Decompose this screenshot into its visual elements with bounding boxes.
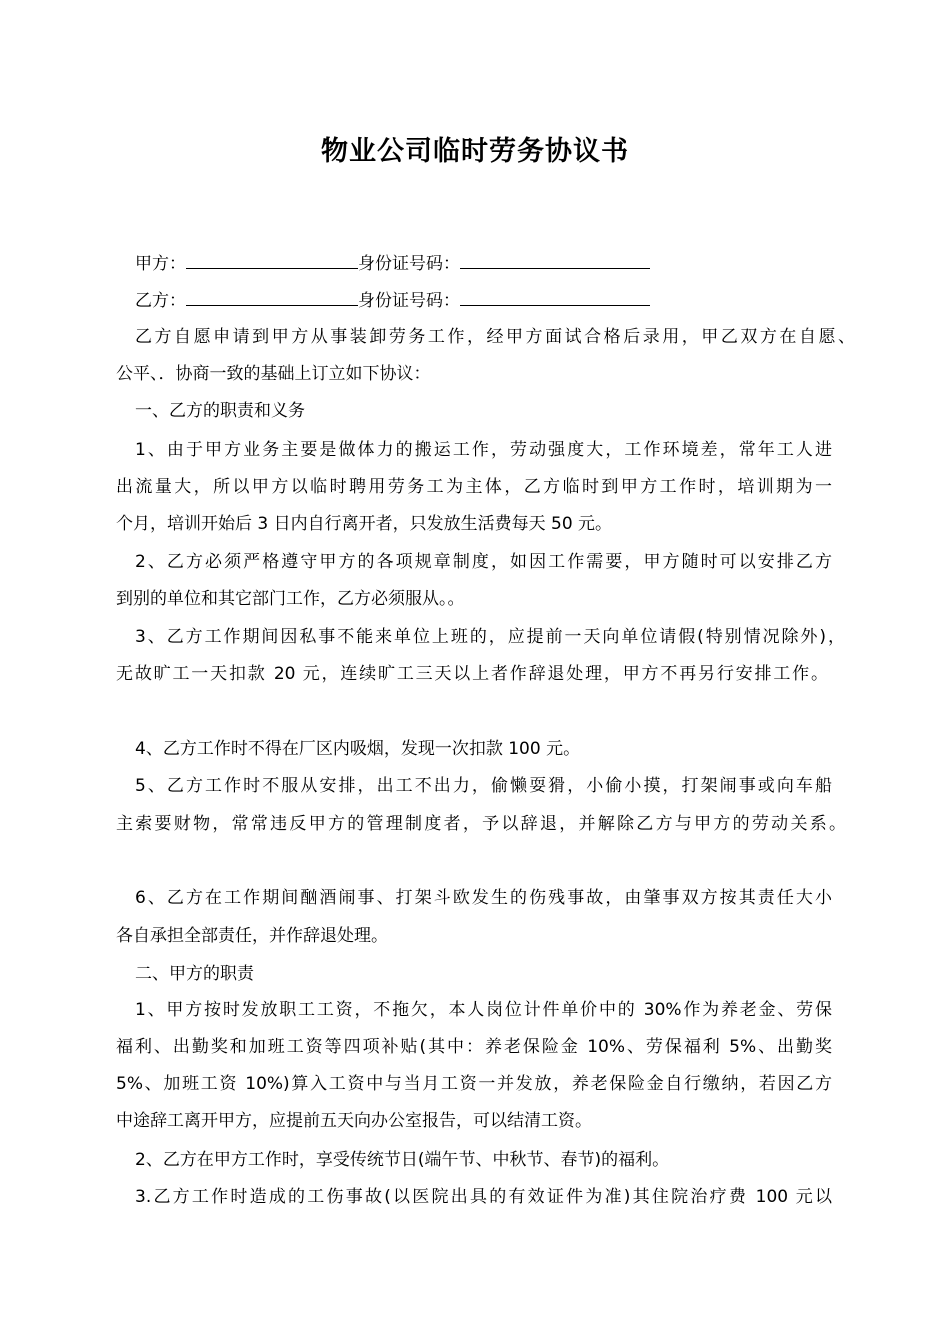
section-1-heading: 一、乙方的职责和义务 (135, 401, 305, 421)
intro-line-2: 公平、．协商一致的基础上订立如下协议： (116, 364, 431, 384)
party-b-id-label: 身份证号码： (358, 291, 460, 311)
party-a-id-label: 身份证号码： (358, 254, 460, 274)
s1-item6-line-1: 6、乙方在工作期间酗酒闹事、打架斗欧发生的伤残事故，由肇事双方按其责任大小 (135, 888, 832, 908)
s2-item1-line-2: 福利、出勤奖和加班工资等四项补贴(其中：养老保险金 10%、劳保福利 5%、出勤奖 (116, 1037, 832, 1057)
party-a-line (135, 250, 875, 277)
party-b-name-blank[interactable] (186, 287, 358, 306)
s2-item2-line-1: 2、乙方在甲方工作时，享受传统节日(端午节、中秋节、春节)的福利。 (135, 1150, 670, 1170)
s2-item1-line-1: 1、甲方按时发放职工工资，不拖欠，本人岗位计件单价中的 30%作为养老金、劳保 (135, 1000, 832, 1020)
s1-item6-line-2: 各自承担全部责任，并作辞退处理。 (116, 926, 388, 946)
s1-item5-line-1: 5、乙方工作时不服从安排，出工不出力，偷懒耍猾，小偷小摸，打架闹事或向车船 (135, 776, 832, 796)
party-a-label: 甲方： (135, 254, 186, 274)
s1-item5-line-2: 主索要财物，常常违反甲方的管理制度者，予以辞退，并解除乙方与甲方的劳动关系。 (116, 814, 846, 834)
s1-item2-line-2: 到别的单位和其它部门工作，乙方必须服从。。 (116, 589, 465, 609)
s1-item4-line-1: 4、乙方工作时不得在厂区内吸烟，发现一次扣款 100 元。 (135, 739, 581, 759)
party-a-name-blank[interactable] (186, 250, 358, 269)
s1-item2-line-1: 2、乙方必须严格遵守甲方的各项规章制度，如因工作需要，甲方随时可以安排乙方 (135, 552, 832, 572)
s1-item1-line-2: 出流量大，所以甲方以临时聘用劳务工为主体，乙方临时到甲方工作时，培训期为一 (116, 477, 832, 497)
s1-item3-line-2: 无故旷工一天扣款 20 元，连续旷工三天以上者作辞退处理，甲方不再另行安排工作。 (116, 664, 828, 684)
document-title: 物业公司临时劳务协议书 (321, 136, 629, 167)
party-b-id-blank[interactable] (460, 287, 650, 306)
s2-item1-line-4: 中途辞工离开甲方，应提前五天向办公室报告，可以结清工资。 (116, 1111, 592, 1131)
party-b-label: 乙方： (135, 291, 186, 311)
s1-item1-line-3: 个月，培训开始后 3 日内自行离开者，只发放生活费每天 50 元。 (116, 514, 613, 534)
party-a-id-blank[interactable] (460, 250, 650, 269)
s1-item1-line-1: 1、由于甲方业务主要是做体力的搬运工作，劳动强度大，工作环境差，常年工人进 (135, 440, 832, 460)
section-2-heading: 二、甲方的职责 (135, 964, 254, 984)
s1-item3-line-1: 3、乙方工作期间因私事不能来单位上班的，应提前一天向单位请假(特别情况除外)， (135, 627, 845, 647)
intro-line-1: 乙方自愿申请到甲方从事装卸劳务工作，经甲方面试合格后录用，甲乙双方在自愿、 (135, 327, 855, 347)
party-b-line (135, 287, 875, 314)
s2-item1-line-3: 5%、加班工资 10%)算入工资中与当月工资一并发放，养老保险金自行缴纳，若因乙方 (116, 1074, 832, 1094)
s2-item3-line-1: 3.乙方工作时造成的工伤事故(以医院出具的有效证件为准)其住院治疗费 100 元以 (135, 1187, 832, 1207)
